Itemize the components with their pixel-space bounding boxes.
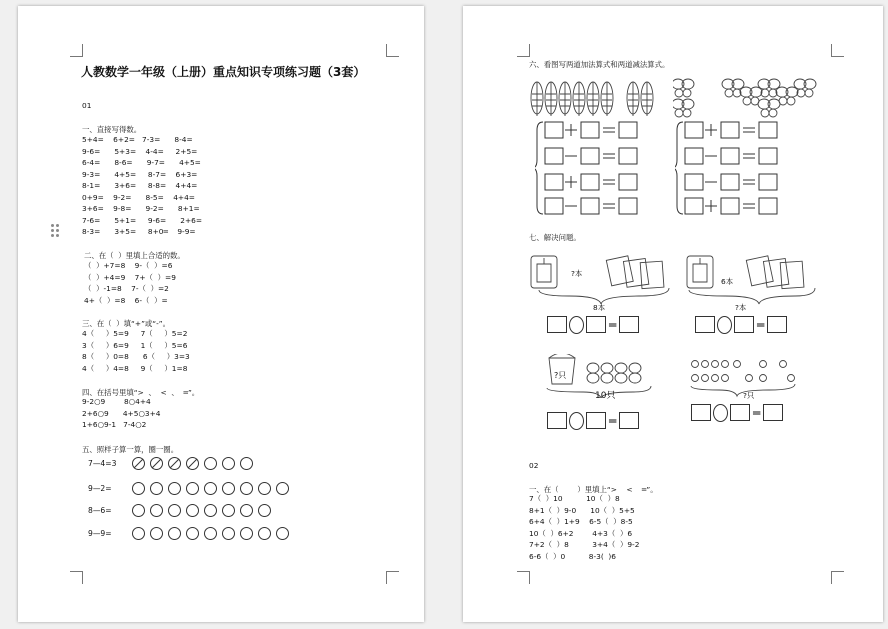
crop-mark: [831, 44, 844, 57]
crossed-circle: [132, 457, 145, 470]
document-page-2: [463, 6, 883, 622]
exercise-row: 8（ ）0=8 6（ ）3=3: [82, 352, 190, 361]
circle: [150, 504, 163, 517]
arithmetic-list: [82, 134, 202, 238]
circle-row: [88, 504, 276, 517]
exercise-row: 1+6○9-1 7-4○2: [82, 420, 147, 429]
circle: [204, 457, 217, 470]
circle: [222, 482, 235, 495]
unknown-snails-label: ?只: [743, 391, 755, 400]
section-heading: 四、在括号里填“> 、 < 、 ═”。: [82, 388, 200, 397]
equation-label: 7—4=3: [88, 459, 117, 468]
exercise-row: 6-4= 8-6= 9-7= 4+5=: [82, 158, 201, 167]
circle: [168, 527, 181, 540]
crop-mark: [70, 571, 83, 584]
circle: [204, 527, 217, 540]
exercise-row: （ ）+4=9 7+（ ）=9: [84, 272, 176, 282]
circle: [240, 504, 253, 517]
circle: [168, 504, 181, 517]
answer-boxes: ═: [547, 410, 639, 430]
known-books-label: 6本: [721, 277, 734, 286]
circle: [240, 527, 253, 540]
answer-boxes: ═: [695, 314, 787, 334]
exercise-row: 6-6（ ）0 8-3( )6: [529, 551, 616, 561]
exercise-row: （ ）-1=8 7-（ ）=2: [84, 284, 169, 293]
crop-mark: [517, 571, 530, 584]
circle-row: [88, 457, 258, 470]
exercise-row: 6+4（ ）1+9 6-5（ ）8-5: [529, 517, 633, 526]
circle: [258, 482, 271, 495]
circle: [258, 527, 271, 540]
crop-mark: [386, 571, 399, 584]
crop-mark: [831, 571, 844, 584]
circle: [132, 527, 145, 540]
exercise-row: 0+9= 9-2= 8-5= 4+4=: [82, 192, 195, 202]
crossed-circle: [168, 457, 181, 470]
section-heading: 二、在（ ）里填上合适的数。: [84, 251, 185, 260]
crossed-circle: [150, 457, 163, 470]
exercise-row: 7-6= 5+1= 9-6= 2+6=: [82, 215, 203, 225]
compare-list: [82, 396, 161, 431]
circle: [150, 482, 163, 495]
crop-mark: [386, 44, 399, 57]
section-heading: 五、照样子算一算，圈一圈。: [82, 445, 179, 454]
crop-mark: [70, 44, 83, 57]
circle: [186, 482, 199, 495]
document-page-1: [18, 6, 424, 622]
exercise-row: 4+（ ）=8 6-（ ）=: [84, 295, 168, 305]
crop-mark: [517, 44, 530, 57]
unknown-books-label: ?本: [735, 303, 747, 312]
equation-label: 9—2=: [88, 484, 112, 493]
books-illustration-2: [685, 252, 835, 312]
circle: [150, 527, 163, 540]
equation-label: 8—6=: [88, 506, 112, 515]
corn-illustration: [529, 74, 689, 120]
exercise-row: 7+2（ ）8 3+4（ ）9-2: [529, 540, 640, 549]
equation-label: 9—9=: [88, 529, 112, 538]
exercise-row: 9-2○9 8○4+4: [82, 397, 151, 406]
equation-boxes-left: [535, 120, 655, 220]
exercise-row: 10（ ）6+2 4+3（ ）6: [529, 528, 633, 538]
answer-boxes: ═: [691, 402, 783, 422]
fill-blank-list: [84, 260, 176, 306]
compare-list: [529, 493, 639, 562]
bucket-unknown-label: ?只: [554, 371, 567, 380]
total-fish-label: 10只: [595, 391, 616, 401]
answer-boxes: ═: [547, 314, 639, 334]
exercise-row: 2+6○9 4+5○3+4: [82, 408, 161, 418]
total-books-label: 8本: [593, 303, 606, 312]
exercise-row: 3+6= 9-8= 9-2= 8+1=: [82, 204, 200, 213]
circle: [186, 527, 199, 540]
crossed-circle: [186, 457, 199, 470]
set-number: 01: [82, 101, 92, 110]
section-heading: 一、在（ ）里填上“> < ═”。: [529, 485, 658, 494]
exercise-row: （ ）+7=8 9-（ ）=6: [84, 261, 173, 270]
exercise-row: 3（ ）6=9 1（ ）5=6: [82, 340, 188, 350]
circle: [204, 504, 217, 517]
circle-row: [88, 482, 294, 495]
circle: [168, 482, 181, 495]
section-heading: 六、看图写两道加法算式和两道减法算式。: [529, 60, 670, 69]
set-number: 02: [529, 461, 539, 470]
exercise-row: 4（ ）4=8 9（ ）1=8: [82, 363, 188, 373]
exercise-row: 4（ ）5=9 7（ ）5=2: [82, 329, 188, 338]
circle: [222, 504, 235, 517]
exercise-row: 8-3= 3+5= 8+0═ 9-9=: [82, 227, 196, 236]
circle: [222, 457, 235, 470]
circle: [132, 482, 145, 495]
exercise-row: 5+4= 6+2= 7-3= 8-4=: [82, 135, 193, 144]
section-heading: 一、直接写得数。: [82, 125, 142, 134]
document-title: 人教数学一年级（上册）重点知识专项练习题（3套）: [81, 65, 366, 79]
section-heading: 七、解决问题。: [529, 233, 581, 242]
circle: [276, 482, 289, 495]
circle: [204, 482, 217, 495]
exercise-row: 8-1= 3+6= 8-8= 4+4=: [82, 181, 198, 190]
equation-boxes-right: [675, 120, 795, 220]
exercise-row: 7（ ）10 10（ ）8: [529, 494, 620, 503]
circle: [258, 504, 271, 517]
operator-list: [82, 328, 190, 374]
section-heading: 三、在（ ）填“+”或“-”。: [82, 319, 170, 328]
exercise-row: 8+1（ ）9-0 10（ ）5+5: [529, 505, 635, 515]
circle-row: [88, 527, 294, 540]
circle: [222, 527, 235, 540]
exercise-row: 9-3= 4+5= 8-7= 6+3=: [82, 169, 198, 179]
circle: [132, 504, 145, 517]
circle: [240, 482, 253, 495]
circle: [240, 457, 253, 470]
circle: [186, 504, 199, 517]
drag-handle-icon[interactable]: [51, 224, 61, 238]
unknown-books-label: ?本: [571, 269, 583, 278]
circle: [276, 527, 289, 540]
butterfly-illustration: [673, 74, 823, 120]
exercise-row: 9-6= 5+3= 4-4= 2+5=: [82, 146, 198, 156]
